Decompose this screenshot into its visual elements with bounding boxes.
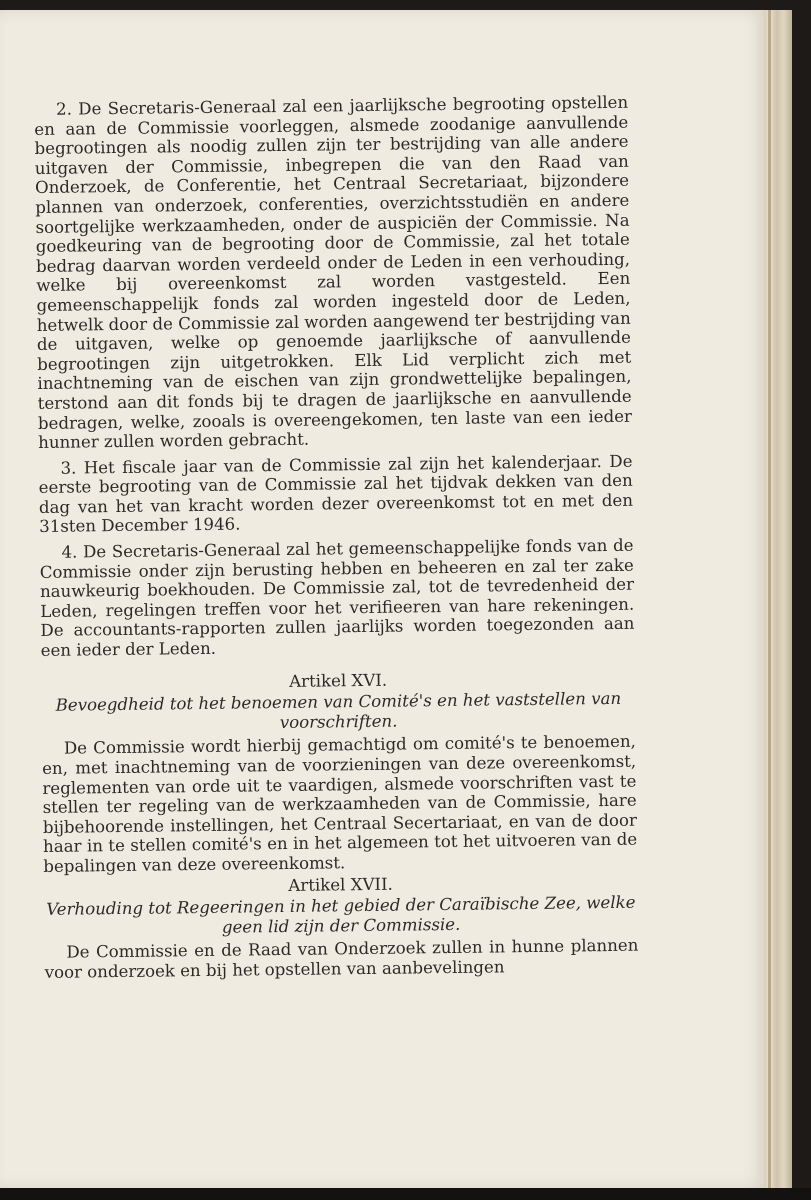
article-16-subheading: Bevoegdheid tot het benoemen van Comité's en het vaststellen van voorschriften. — [55, 689, 622, 732]
article-16-body: De Commissie wordt hierbij gemachtigd om comité's te benoemen, en, met inachtneming van de voorzieningen van deze overeenkomst, reglementen van orde uit te vaardigen, alsmede voorschriften vast te stellen ter regeling van de werkzaamheden van de Commissie, hare bijbehoorende instellingen, het Centraal Secertariaat, en van de door haar in te stellen comité's en in het algemeen tot het uitvoeren van de bepalingen van deze overeenkomst. — [42, 732, 638, 876]
page-text — [34, 93, 639, 983]
page-edge-line — [768, 10, 771, 1188]
article-17-subheading: Verhouding tot Regeeringen in het gebied der Caraïbische Zee, welke geen lid zijn der Commissie. — [46, 892, 636, 937]
article-17-heading: Artikel XVII. — [288, 874, 393, 895]
article-16-heading: Artikel XVI. — [289, 670, 388, 691]
scan-bottom-strip — [0, 1188, 811, 1200]
paragraph-2: 2. De Secretaris-Generaal zal een jaarlijksche begrooting opstellen en aan de Commissie voorleggen, alsmede zoodanige aanvullende begrootingen als noodig zullen zijn ter bestrijding van alle andere uitgaven der Commissie, inbegrepen die van den Raad van Onderzoek, de Conferentie, het Centraal Secretariaat, bijzondere plannen van onderzoek, conferenties, overzichtsstudiën en andere soortgelijke werkzaamheden, onder de auspiciën der Commissie. Na goedkeuring van de begrooting door de Commissie, zal het totale bedrag daarvan worden verdeeld onder de Leden in een verhouding, welke bij overeenkomst zal worden vastgesteld. Een gemeenschappelijk fonds zal worden ingesteld door de Leden, hetwelk door de Commissie zal worden aangewend ter bestrijding van de uitgaven, welke op genoemde jaarlijksche of aanvullende begrootingen zijn uitgetrokken. Elk Lid verplicht zich met inachtneming van de eischen van zijn grondwettelijke bepalingen, terstond aan dit fonds bij te dragen de jaarlijksche en aanvullende bedragen, welke, zooals is overeengekomen, ten laste van een ieder hunner zullen worden gebracht. — [34, 92, 633, 453]
paragraph-3: 3. Het fiscale jaar van de Commissie zal zijn het kalenderjaar. De eerste begrooting van de Commissie zal het tijdvak dekken van den dag van het van kracht worden dezer overeenkomst tot en met den 31sten December 1946. — [38, 451, 634, 537]
paragraph-4: 4. De Secretaris-Generaal zal het gemeenschappelijke fonds van de Commissie onder zijn berusting hebben en beheeren en zal ter zake nauwkeurig boekhouden. De Commissie zal, tot de tevredenheid der Leden, regelingen treffen voor het verifieeren van hare rekeningen. De accountants-rapporten zullen jaarlijks worden toegezonden aan een ieder der Leden. — [39, 535, 635, 660]
article-17-body: De Commissie en de Raad van Onderzoek zullen in hunne plannen voor onderzoek en bij het opstellen van aanbevelingen — [44, 936, 639, 982]
